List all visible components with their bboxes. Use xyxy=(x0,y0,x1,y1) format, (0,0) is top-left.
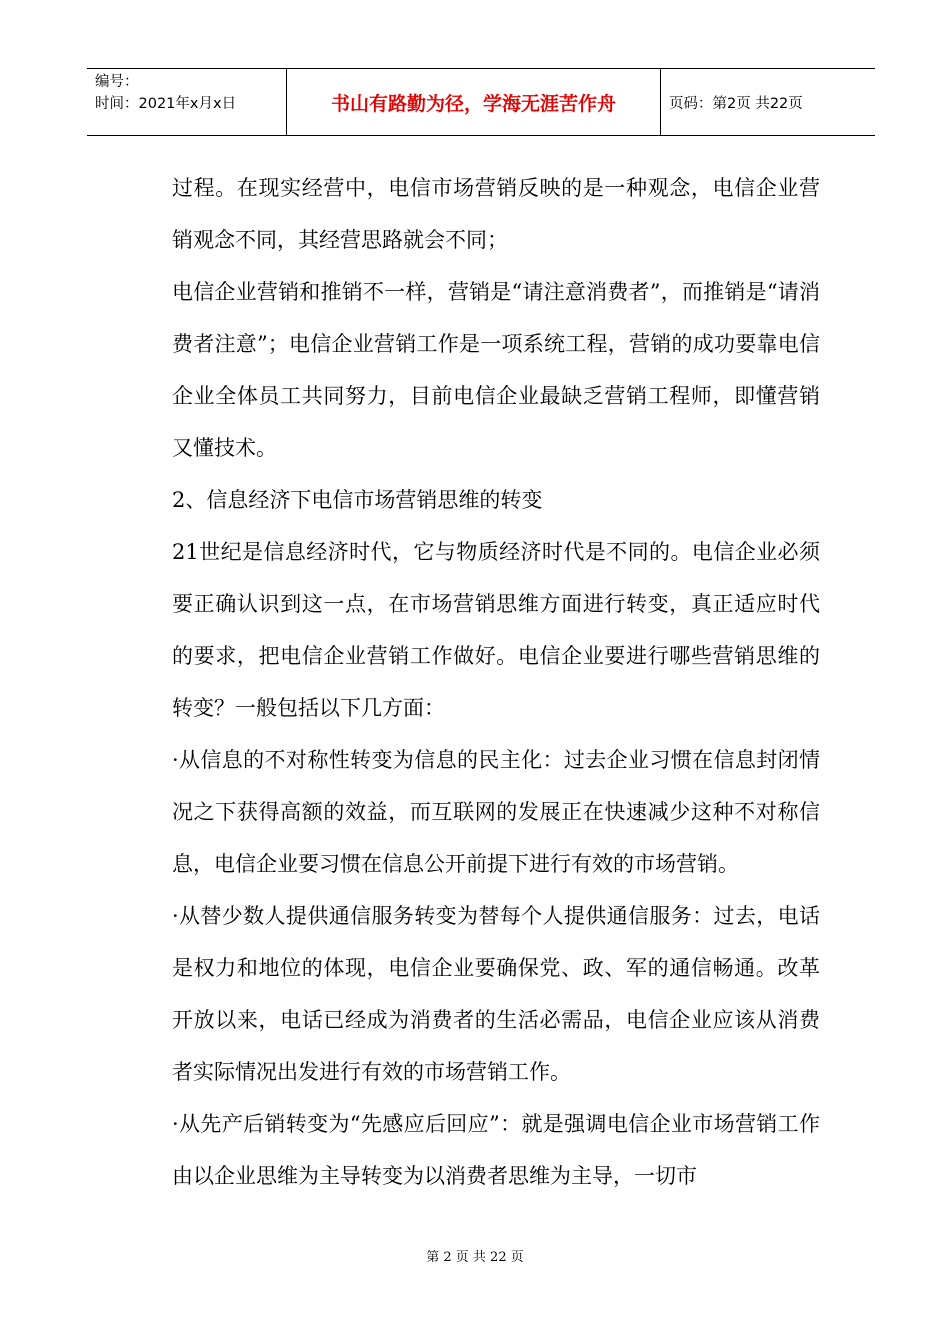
header-meta xyxy=(95,71,285,115)
document-header xyxy=(87,68,875,136)
body-paragraph: 电信企业营销和推销不一样，营销是“请注意消费者”，而推销是“请消费者注意”；电信企业营销工作是一项系统工程，营销的成功要靠电信企业全体员工共同努力，目前电信企业最缺乏营销工程师，即懂营销又懂技术。 xyxy=(172,280,820,460)
header-page-number: 页码：第2页 共22页 xyxy=(669,96,803,112)
document-time-label: 时间：2021年x月x日 xyxy=(95,96,237,112)
bullet-paragraph: ·从替少数人提供通信服务转变为替每个人提供通信服务：过去，电话是权力和地位的体现，电信企业要确保党、政、军的通信畅通。改革开放以来，电话已经成为消费者的生活必需品，电信企业应该从消费者实际情况出发进行有效的市场营销工作。 xyxy=(172,904,820,1084)
header-divider xyxy=(660,69,661,135)
body-paragraph: 过程。在现实经营中，电信市场营销反映的是一种观念，电信企业营销观念不同，其经营思路就会不同； xyxy=(172,176,820,252)
bullet-paragraph: ·从信息的不对称性转变为信息的民主化：过去企业习惯在信息封闭情况之下获得高额的效益，而互联网的发展正在快速减少这种不对称信息，电信企业要习惯在信息公开前提下进行有效的市场营销。 xyxy=(172,748,820,876)
header-motto: 书山有路勤为径，学海无涯苦作舟 xyxy=(330,93,616,115)
body-paragraph: 21世纪是信息经济时代，它与物质经济时代是不同的。电信企业必须要正确认识到这一点，在市场营销思维方面进行转变，真正适应时代的要求，把电信企业营销工作做好。电信企业要进行哪些营销思维的转变？一般包括以下几方面： xyxy=(172,540,820,720)
document-body xyxy=(172,162,820,1202)
document-number-label: 编号： xyxy=(95,74,139,90)
page-footer: 第 2 页 共 22 页 xyxy=(426,1250,524,1265)
section-heading: 2、信息经济下电信市场营销思维的转变 xyxy=(172,488,543,512)
bullet-paragraph: ·从先产后销转变为“先感应后回应”：就是强调电信企业市场营销工作由以企业思维为主导转变为以消费者思维为主导，一切市 xyxy=(172,1112,820,1188)
